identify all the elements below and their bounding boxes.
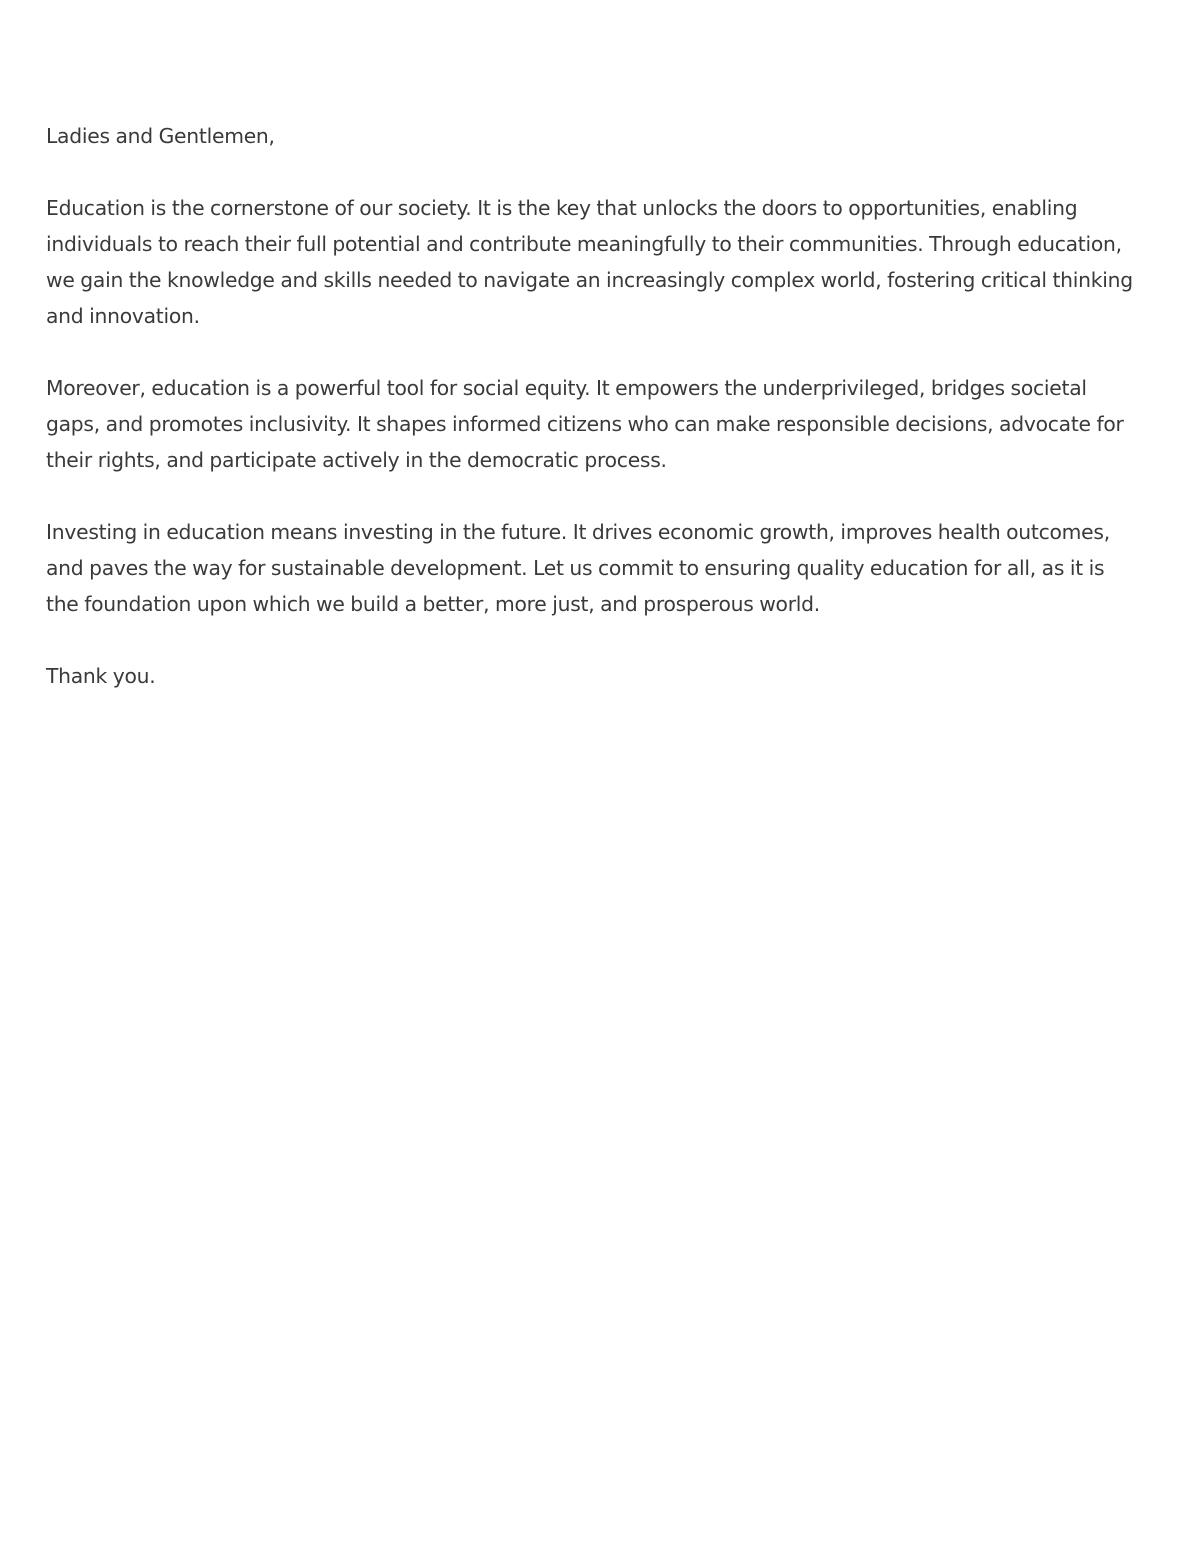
speech-body xyxy=(46,118,1136,694)
closing: Thank you. xyxy=(46,664,156,688)
salutation: Ladies and Gentlemen, xyxy=(46,124,275,148)
paragraph-investing-future: Investing in education means investing in the future. It drives economic growth, improves health outcomes, and paves the way for sustainable development. Let us commit to ensuring quality education for all, as it is the foundation upon which we build a better, more just, and prosperous world. xyxy=(46,520,1110,616)
paragraph-social-equity: Moreover, education is a powerful tool for social equity. It empowers the underprivileged, bridges societal gaps, and promotes inclusivity. It shapes informed citizens who can make responsible decisions, advocate for their rights, and participate actively in the democratic process. xyxy=(46,376,1124,472)
paragraph-education-cornerstone: Education is the cornerstone of our society. It is the key that unlocks the doors to opportunities, enabling individuals to reach their full potential and contribute meaningfully to their communities. Through education, we gain the knowledge and skills needed to navigate an increasingly complex world, fostering critical thinking and innovation. xyxy=(46,196,1133,328)
